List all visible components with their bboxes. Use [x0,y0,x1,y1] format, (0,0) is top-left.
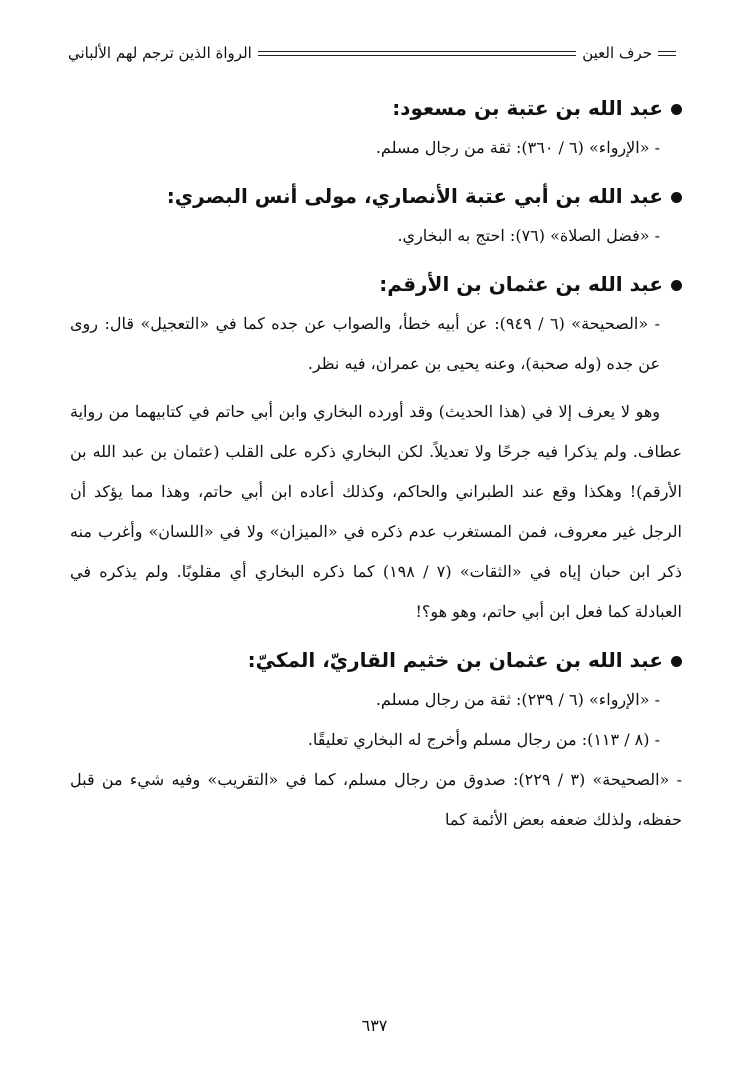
entry-heading [70,176,682,216]
bullet-icon [671,656,682,667]
commentary-paragraph: وهو لا يعرف إلا في (هذا الحديث) وقد أورده البخاري وابن أبي حاتم في كتابيهما من رواية عطاف. ولم يذكرا فيه جرحًا ولا تعديلاً. لكن البخاري ذكره على القلب (عثمان بن عبد الله بن الأرقم)! وهكذا وقع عند الطبراني والحاكم، وكذلك أعاده ابن أبي حاتم، وهذا مما يؤكد أن الرجل غير معروف، فمن المستغرب عدم ذكره في «الميزان» ولا في «اللسان» وأغرب منه ذكر ابن حبان إياه في «الثقات» (٧ / ١٩٨) كما ذكره البخاري أي مقلوبًا. ولم يذكره في العبادلة كما فعل ابن أبي حاتم، وهو هو؟! [70,402,683,621]
narrator-name: عبد الله بن عثمان بن خثيم القاريّ، المكيّ: [247,648,663,672]
page-number: ٦٣٧ [361,1016,388,1035]
running-header [68,40,682,66]
entry-heading [70,264,682,304]
bullet-icon [671,192,682,203]
header-rule-right [658,51,676,56]
narrator-name: عبد الله بن عثمان بن الأرقم: [379,272,663,296]
header-chapter: حرف العين [582,44,652,62]
narrator-name: عبد الله بن أبي عتبة الأنصاري، مولى أنس البصري: [166,184,663,208]
narrator-name: عبد الله بن عتبة بن مسعود: [392,96,663,120]
entry-heading [70,640,682,680]
citation-line: - (٨ / ١١٣): من رجال مسلم وأخرج له البخاري تعليقًا. [307,730,660,749]
entry-heading [70,88,682,128]
citation-paragraph: - «الصحيحة» (٣ / ٢٢٩): صدوق من رجال مسلم، كما في «التقريب» وفيه شيء من قبل حفظه، ولذلك ضعفه بعض الأئمة كما [70,770,683,829]
bullet-icon [671,280,682,291]
citation-line: - «الإرواء» (٦ / ٣٦٠): ثقة من رجال مسلم. [375,138,660,157]
citation-paragraph: - «الصحيحة» (٦ / ٩٤٩): عن أبيه خطأ، والصواب عن جده كما في «التعجيل» قال: روى عن جده (وله صحبة)، وعنه يحيى بن عمران، فيه نظر. [70,314,661,373]
header-rule-middle [258,51,576,56]
citation-line: - «فضل الصلاة» (٧٦): احتج به البخاري. [397,226,660,245]
citation-line: - «الإرواء» (٦ / ٢٣٩): ثقة من رجال مسلم. [375,690,660,709]
bullet-icon [671,104,682,115]
page-content [70,88,682,840]
header-book-title: الرواة الذين ترجم لهم الألباني [68,44,252,62]
